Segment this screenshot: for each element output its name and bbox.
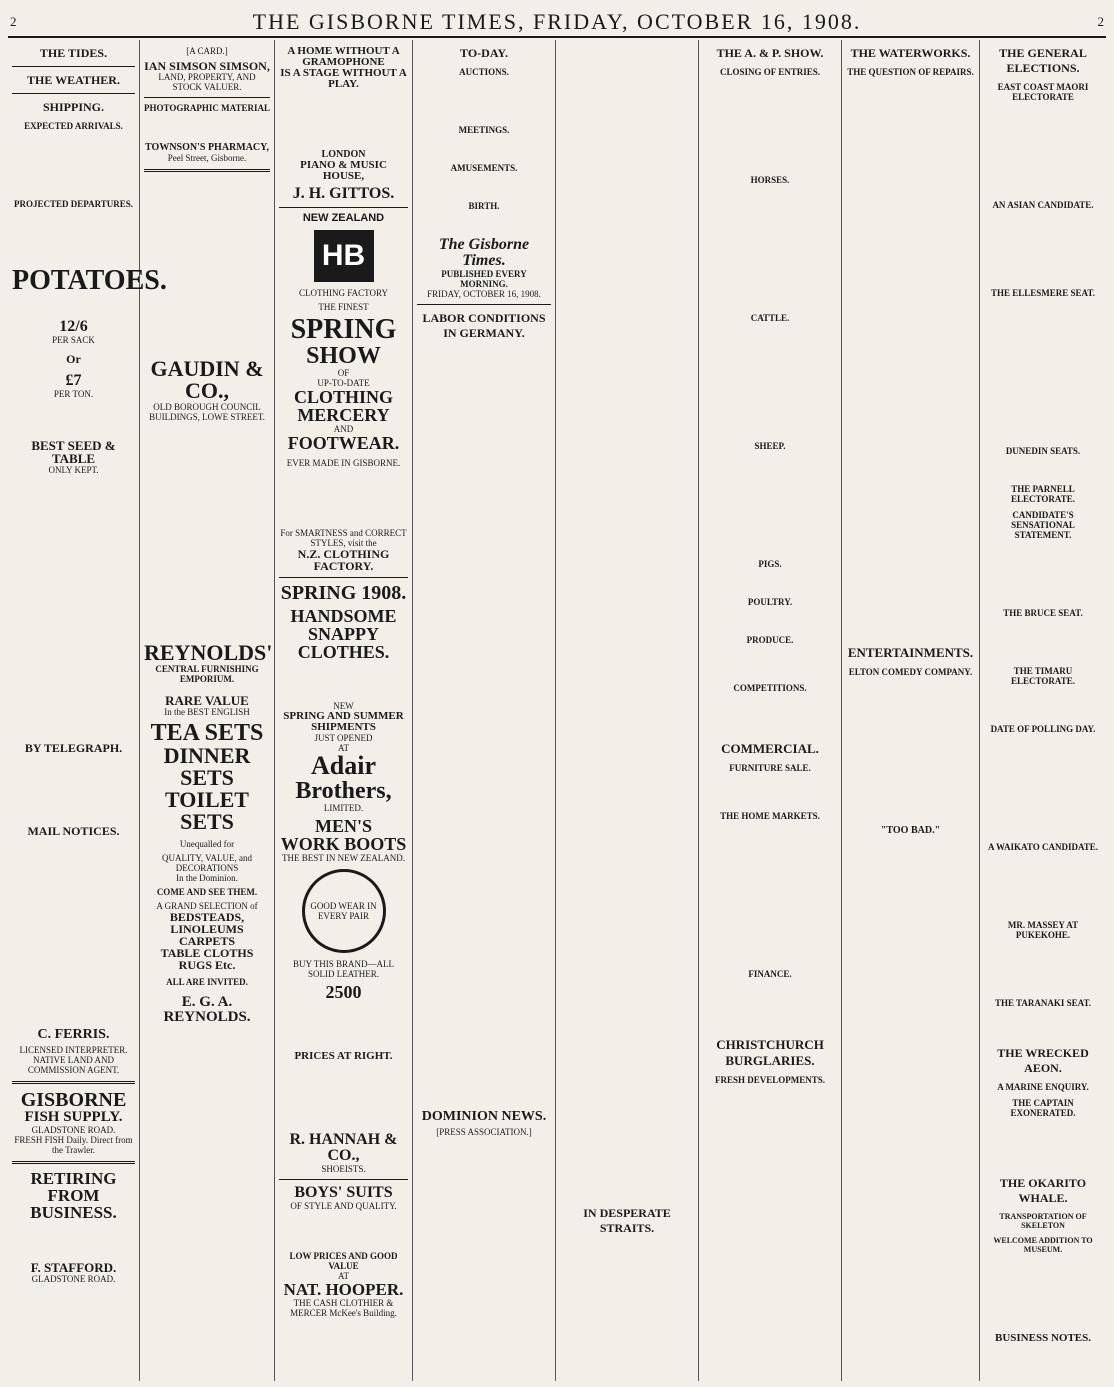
all-invited: ALL ARE INVITED. xyxy=(166,977,248,987)
best-nz-label: THE BEST IN NEW ZEALAND. xyxy=(282,853,405,863)
come-see: COME AND SEE THEM. xyxy=(156,887,258,897)
polling-day-heading: DATE OF POLLING DAY. xyxy=(990,724,1096,734)
potatoes-seed: BEST SEED & TABLE xyxy=(31,438,116,466)
weather-heading: THE WEATHER. xyxy=(27,73,120,87)
at-label: AT xyxy=(338,743,349,753)
shipments-label: SHIPMENTS xyxy=(311,721,376,733)
divider xyxy=(279,207,408,208)
mail-notices-heading: MAIL NOTICES. xyxy=(27,824,120,838)
ellesmere-heading: THE ELLESMERE SEAT. xyxy=(991,288,1095,298)
rare-value: RARE VALUE xyxy=(165,693,249,708)
smartness-label: For SMARTNESS and CORRECT STYLES, visit the xyxy=(280,528,407,548)
workboots-label: WORK BOOTS xyxy=(280,834,407,854)
fish-supply-desc: FRESH FISH Daily. Direct from the Trawler. xyxy=(14,1135,133,1155)
clothing-factory-label: CLOTHING FACTORY xyxy=(299,288,388,298)
toilet-sets: TOILET SETS xyxy=(165,787,249,834)
finest-label: THE FINEST xyxy=(318,302,369,312)
gramophone-ad-line2: GRAMOPHONE xyxy=(302,56,385,68)
captain-exonerated-heading: THE CAPTAIN EXONERATED. xyxy=(1010,1098,1076,1118)
bedsteads: BEDSTEADS, xyxy=(169,910,245,924)
divider xyxy=(144,97,270,98)
footwear-label: FOOTWEAR. xyxy=(287,433,400,453)
potatoes-or: Or xyxy=(66,352,81,366)
pairs-count: 2500 xyxy=(325,982,362,1002)
column-5 xyxy=(556,40,699,1381)
handsome-label: HANDSOME xyxy=(290,606,397,626)
uptodate-label: UP-TO-DATE xyxy=(317,378,370,388)
page-number-right: 2 xyxy=(1097,14,1104,29)
divider xyxy=(12,93,135,94)
potatoes-per-ton: PER TON. xyxy=(53,389,94,399)
business-notes-heading: BUSINESS NOTES. xyxy=(995,1332,1091,1344)
hb-logo: HB xyxy=(314,230,374,282)
published-label: PUBLISHED EVERY MORNING. xyxy=(441,269,527,289)
brothers-label: Brothers, xyxy=(295,778,392,804)
column-3 xyxy=(275,40,413,1381)
stafford-name: F. STAFFORD. xyxy=(30,1260,117,1275)
east-coast-heading: EAST COAST MAORI ELECTORATE xyxy=(997,82,1089,102)
stafford-address: GLADSTONE ROAD. xyxy=(31,1274,116,1284)
gaudin-ad-title: GAUDIN & CO., xyxy=(150,356,264,403)
entertainments-heading: ENTERTAINMENTS. xyxy=(847,645,974,660)
elton-heading: ELTON COMEDY COMPANY. xyxy=(848,667,973,677)
at2-label: AT xyxy=(338,1271,349,1281)
ever-made-label: EVER MADE IN GISBORNE. xyxy=(286,458,401,468)
potatoes-price: 12/6 xyxy=(59,318,88,335)
sensational-heading: CANDIDATE'S SENSATIONAL STATEMENT. xyxy=(1011,510,1075,540)
townson-address: Peel Street, Gisborne. xyxy=(167,153,247,163)
mercery-label: MERCERY xyxy=(297,405,390,425)
column-6 xyxy=(699,40,842,1381)
furniture-sale-heading: FURNITURE SALE. xyxy=(729,763,811,773)
poultry-heading: POULTRY. xyxy=(747,597,793,607)
fish-supply-address: GLADSTONE ROAD. xyxy=(31,1125,116,1135)
welcome-addition-heading: WELCOME ADDITION TO MUSEUM. xyxy=(993,1236,1093,1254)
telegraph-heading: BY TELEGRAPH. xyxy=(24,741,123,755)
fish-supply-title: GISBORNE xyxy=(20,1089,127,1111)
auctions-heading: AUCTIONS. xyxy=(459,67,509,77)
show-title: SHOW xyxy=(306,343,381,369)
hooper-subtitle: THE CASH CLOTHIER & MERCER McKee's Building. xyxy=(290,1298,397,1318)
quality-line: QUALITY, VALUE, and DECORATIONS xyxy=(162,853,252,873)
grand-selection: A GRAND SELECTION of xyxy=(156,901,258,911)
hannah-name: R. HANNAH & CO., xyxy=(289,1131,398,1164)
dominion-news-heading: DOMINION NEWS. xyxy=(421,1109,547,1124)
bruce-heading: THE BRUCE SEAT. xyxy=(1003,608,1083,618)
rugs: RUGS Etc. xyxy=(178,958,236,972)
home-markets-heading: THE HOME MARKETS. xyxy=(720,811,820,821)
hooper-name: NAT. HOOPER. xyxy=(283,1280,404,1299)
in-dominion: In the Dominion. xyxy=(176,873,238,883)
ega-reynolds: E. G. A. REYNOLDS. xyxy=(163,994,251,1025)
new-label: NEW xyxy=(333,701,354,711)
timaru-heading: THE TIMARU ELECTORATE. xyxy=(1011,666,1075,686)
london-label: LONDON xyxy=(321,149,366,160)
ferris-ad-subtitle: LICENSED INTERPRETER. NATIVE LAND AND COMMISSION AGENT. xyxy=(19,1045,128,1075)
column-2 xyxy=(140,40,275,1381)
mens-label: MEN'S xyxy=(314,816,372,836)
meetings-heading: MEETINGS. xyxy=(458,125,510,135)
asian-candidate-heading: AN ASIAN CANDIDATE. xyxy=(992,200,1094,210)
divider xyxy=(279,1179,408,1180)
desperate-heading: IN DESPERATE STRAITS. xyxy=(583,1206,671,1235)
potatoes-ad-title: POTATOES. xyxy=(12,265,167,296)
divider xyxy=(12,1161,135,1164)
tides-heading: THE TIDES. xyxy=(39,46,108,60)
dinner-sets: DINNER SETS xyxy=(163,743,251,790)
spring-1908: SPRING 1908. xyxy=(280,582,407,604)
snappy-label: SNAPPY xyxy=(308,624,379,644)
clothes-label: CLOTHES. xyxy=(297,642,390,662)
waterworks-heading: THE WATERWORKS. xyxy=(850,46,971,60)
retiring-title-2: BUSINESS. xyxy=(30,1203,117,1222)
clothing-label: CLOTHING xyxy=(293,387,394,407)
gittos-name: J. H. GITTOS. xyxy=(292,185,395,202)
fish-supply-sub: FISH SUPPLY. xyxy=(24,1109,123,1125)
pigs-heading: PIGS. xyxy=(758,559,782,569)
spring-title: SPRING xyxy=(290,314,397,345)
gaudin-ad-sub: OLD BOROUGH COUNCIL BUILDINGS, LOWE STREET. xyxy=(149,402,265,422)
reynolds-subtitle: CENTRAL FURNISHING EMPORIUM. xyxy=(155,664,259,684)
unequalled: Unequalled for xyxy=(179,839,235,849)
potatoes-price-ton: £7 xyxy=(65,372,82,389)
boys-suits: BOYS' SUITS xyxy=(294,1184,393,1201)
parnell-heading: THE PARNELL ELECTORATE. xyxy=(1011,484,1075,504)
best-english: In the BEST ENGLISH xyxy=(164,707,250,717)
simson-subtitle: LAND, PROPERTY, AND STOCK VALUER. xyxy=(158,72,256,92)
just-opened-label: JUST OPENED xyxy=(314,733,373,743)
divider xyxy=(279,577,408,578)
limited-label: LIMITED. xyxy=(323,803,364,813)
cattle-heading: CATTLE. xyxy=(750,313,790,323)
piano-music-house: PIANO & MUSIC HOUSE, xyxy=(300,159,387,182)
carpets: CARPETS xyxy=(178,934,235,948)
potatoes-only: ONLY KEPT. xyxy=(48,465,99,475)
townson-name: TOWNSON'S PHARMACY, xyxy=(145,142,269,153)
masthead xyxy=(8,8,1106,38)
gramophone-ad-line1: A HOME WITHOUT A xyxy=(287,45,400,57)
simson-name: IAN SIMSON SIMSON, xyxy=(144,59,270,73)
amusements-heading: AMUSEMENTS. xyxy=(450,163,518,173)
retiring-title: RETIRING FROM xyxy=(30,1169,117,1205)
okarito-whale-heading: THE OKARITO WHALE. xyxy=(999,1176,1087,1205)
divider xyxy=(417,304,551,305)
tea-sets: TEA SETS xyxy=(150,720,264,746)
produce-heading: PRODUCE. xyxy=(746,635,794,645)
wrecked-aeon-heading: THE WRECKED AEON. xyxy=(997,1046,1089,1075)
style-quality: OF STYLE AND QUALITY. xyxy=(290,1201,397,1211)
too-bad-heading: "TOO BAD." xyxy=(880,825,941,836)
transport-skeleton-heading: TRANSPORTATION OF SKELETON xyxy=(999,1212,1087,1230)
and-label: AND xyxy=(333,424,354,434)
horses-heading: HORSES. xyxy=(750,175,790,185)
page-number-left: 2 xyxy=(10,14,17,29)
closing-entries: CLOSING OF ENTRIES. xyxy=(720,67,820,77)
divider xyxy=(12,1081,135,1084)
ap-show-heading: THE A. & P. SHOW. xyxy=(716,46,824,60)
today-heading: TO-DAY. xyxy=(460,46,508,60)
ferris-ad-title: C. FERRIS. xyxy=(37,1027,110,1042)
low-prices: LOW PRICES AND GOOD VALUE xyxy=(289,1251,398,1271)
christchurch-burglaries-heading: CHRISTCHURCH BURGLARIES. xyxy=(716,1037,824,1068)
repairs-heading: THE QUESTION OF REPAIRS. xyxy=(847,67,974,77)
potatoes-per-sack: PER SACK xyxy=(52,335,95,345)
competitions-heading: COMPETITIONS. xyxy=(733,683,807,693)
gramophone-ad-line3: IS A STAGE WITHOUT A PLAY. xyxy=(280,67,407,90)
expected-arrivals-heading: EXPECTED ARRIVALS. xyxy=(24,121,123,131)
dunedin-heading: DUNEDIN SEATS. xyxy=(1005,446,1081,456)
paper-date: FRIDAY, OCTOBER 16, 1908. xyxy=(427,289,541,299)
column-8 xyxy=(980,40,1106,1381)
general-elections-heading: THE GENERAL ELECTIONS. xyxy=(999,46,1087,75)
nzcf-label: N.Z. CLOTHING FACTORY. xyxy=(297,547,390,573)
sheep-heading: SHEEP. xyxy=(754,441,786,451)
prices-right: PRICES AT RIGHT. xyxy=(294,1050,393,1062)
linoleums: LINOLEUMS xyxy=(170,922,244,936)
shoeists-label: SHOEISTS. xyxy=(321,1164,366,1174)
paper-name: The Gisborne Times. xyxy=(438,236,530,269)
shipping-heading: SHIPPING. xyxy=(42,100,104,114)
projected-departures-heading: PROJECTED DEPARTURES. xyxy=(13,199,134,209)
columns xyxy=(8,40,1106,1381)
fresh-developments-heading: FRESH DEVELOPMENTS. xyxy=(714,1075,826,1085)
photographic-heading: PHOTOGRAPHIC MATERIAL xyxy=(144,103,270,113)
newspaper-masthead-title: THE GISBORNE TIMES, FRIDAY, OCTOBER 16, 1908. xyxy=(252,9,862,34)
nz-label: NEW ZEALAND xyxy=(302,212,385,224)
column-7 xyxy=(842,40,980,1381)
finance-heading: FINANCE. xyxy=(748,969,792,979)
labor-heading: LABOR CONDITIONS IN GERMANY. xyxy=(422,311,546,340)
column-1 xyxy=(8,40,167,1381)
good-wear-seal: GOOD WEAR IN EVERY PAIR xyxy=(302,869,386,953)
marine-enquiry-heading: A MARINE ENQUIRY. xyxy=(997,1082,1089,1092)
reynolds-title: REYNOLDS' xyxy=(144,640,273,665)
card-label: [A CARD.] xyxy=(186,46,228,56)
buy-brand-label: BUY THIS BRAND—ALL SOLID LEATHER. xyxy=(292,959,394,979)
waikato-heading: A WAIKATO CANDIDATE. xyxy=(987,842,1099,852)
birth-heading: BIRTH. xyxy=(468,201,500,211)
taranaki-heading: THE TARANAKI SEAT. xyxy=(994,998,1092,1008)
massey-heading: MR. MASSEY AT PUKEKOHE. xyxy=(1007,920,1079,940)
of-label: OF xyxy=(337,368,350,378)
divider xyxy=(12,66,135,67)
column-4 xyxy=(413,40,556,1381)
spring-summer-label: SPRING AND SUMMER xyxy=(283,710,404,722)
commercial-heading: COMMERCIAL. xyxy=(721,741,819,756)
adair-label: Adair xyxy=(311,751,376,780)
press-association: [PRESS ASSOCIATION.] xyxy=(436,1127,532,1137)
table-cloths: TABLE CLOTHS xyxy=(160,946,254,960)
divider xyxy=(144,169,270,172)
